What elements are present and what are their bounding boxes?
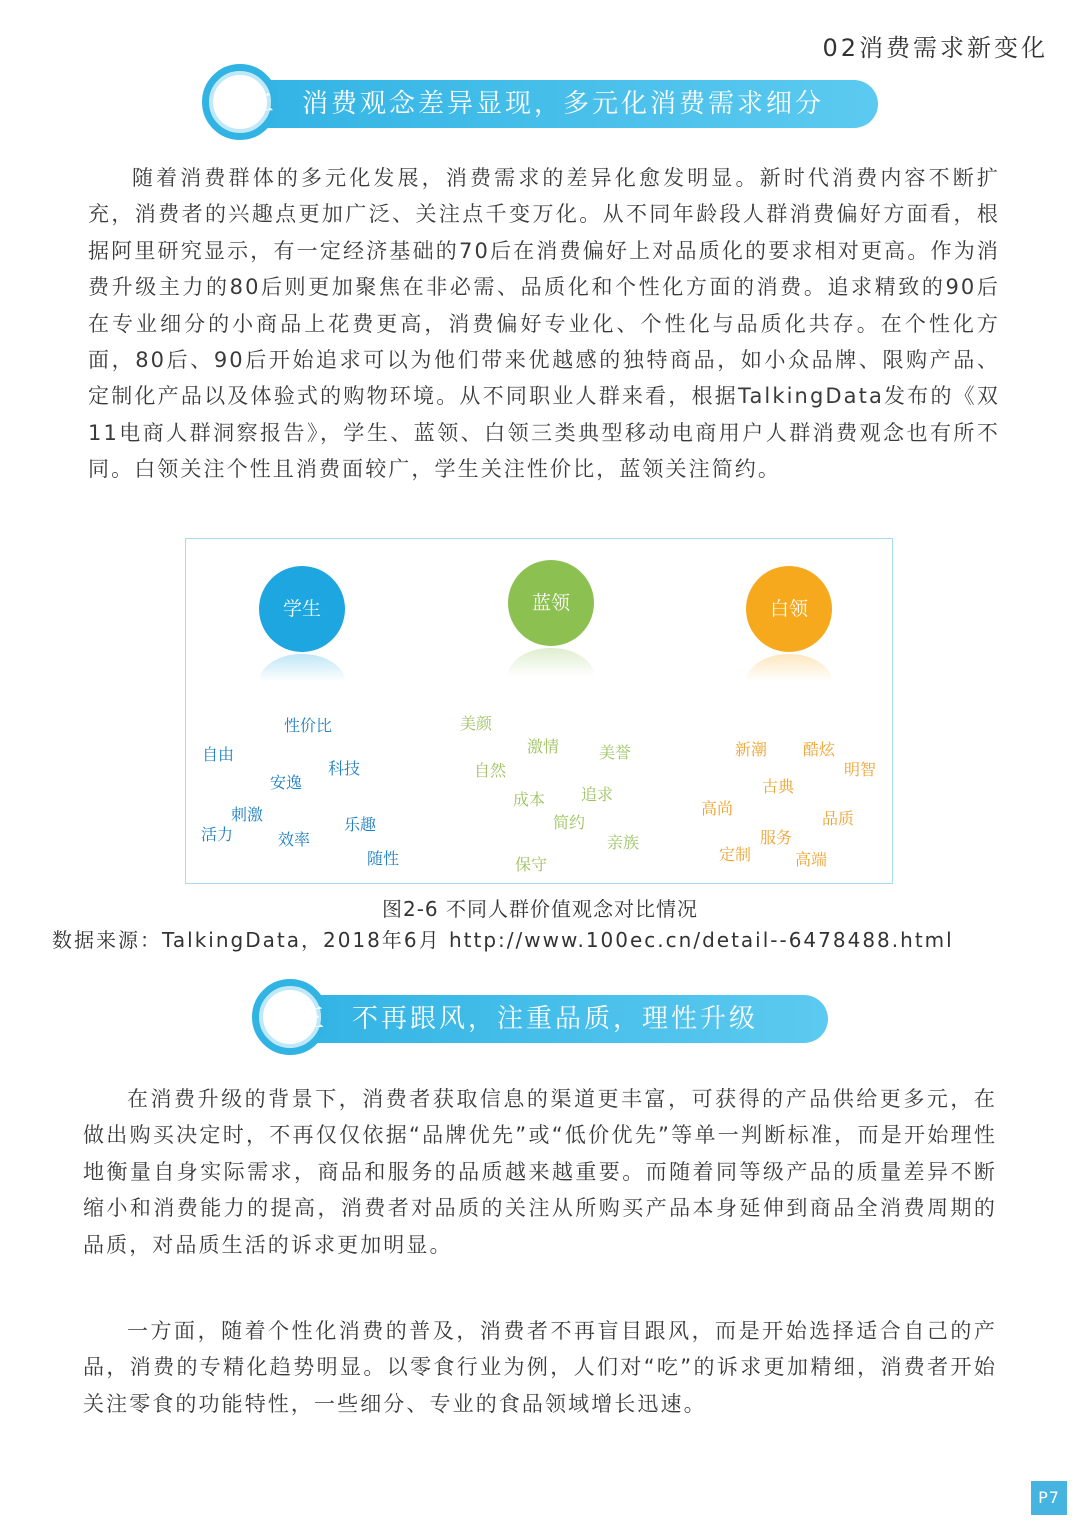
bluecollar-word: 自然	[474, 761, 507, 780]
section-banner-3	[252, 979, 828, 1055]
student-word: 安逸	[270, 773, 303, 792]
student-word: 乐趣	[344, 815, 377, 834]
bluecollar-reflection	[508, 648, 594, 676]
chapter-title: 02消费需求新变化	[822, 34, 1048, 62]
student-word: 刺激	[231, 805, 264, 824]
student-word: 效率	[278, 830, 311, 849]
bluecollar-word: 成本	[513, 790, 546, 809]
section-title: 消费观念差异显现，多元化消费需求细分	[302, 89, 825, 119]
whitecollar-word: 明智	[844, 760, 877, 779]
figure-source: 数据来源：TalkingData，2018年6月 http://www.100ec.cn/detail--6478488.html	[52, 928, 954, 952]
bluecollar-word: 美誉	[599, 743, 632, 762]
section3-paragraph-1: 在消费升级的背景下，消费者获取信息的渠道更丰富，可获得的产品供给更多元，在做出购买决定时，不再仅仅依据“品牌优先”或“低价优先”等单一判断标准，而是开始理性地衡量自身实际需求，商品和服务的品质越来越重要。而随着同等级产品的质量差异不断缩小和消费能力的提高，消费者对品质的关注从所购买产品本身延伸到商品全消费周期的品质，对品质生活的诉求更加明显。	[83, 1087, 997, 1257]
student-word: 性价比	[284, 716, 333, 735]
figure-caption: 图2-6 不同人群价值观念对比情况	[381, 897, 699, 921]
section-number: 三	[297, 1004, 324, 1034]
bluecollar-word: 追求	[581, 785, 614, 804]
student-word: 自由	[202, 745, 235, 764]
whitecollar-word: 新潮	[735, 740, 768, 759]
bluecollar-circle: 蓝领	[508, 560, 594, 646]
bluecollar-word: 激情	[527, 737, 560, 756]
value-comparison-figure	[185, 538, 893, 884]
student-word: 活力	[201, 825, 234, 844]
whitecollar-word: 高端	[795, 850, 828, 869]
page-number: P7	[1031, 1481, 1067, 1515]
student-word: 随性	[367, 849, 400, 868]
whitecollar-word: 酷炫	[803, 740, 836, 759]
section-title: 不再跟风，注重品质，理性升级	[352, 1004, 759, 1034]
student-circle: 学生	[259, 566, 345, 652]
section3-paragraph-2: 一方面，随着个性化消费的普及，消费者不再盲目跟风，而是开始选择适合自己的产品，消费的专精化趋势明显。以零食行业为例，人们对“吃”的诉求更加精细，消费者开始关注零食的功能特性，一些细分、专业的食品领域增长迅速。	[83, 1319, 997, 1416]
whitecollar-word: 品质	[822, 809, 855, 828]
whitecollar-word: 定制	[719, 845, 752, 864]
student-reflection	[259, 654, 345, 682]
section-banner-2	[202, 64, 878, 140]
whitecollar-word: 服务	[760, 828, 793, 847]
bluecollar-word: 保守	[515, 855, 548, 874]
whitecollar-reflection	[746, 654, 832, 682]
bluecollar-word: 简约	[553, 813, 586, 832]
bluecollar-word: 美颜	[460, 714, 493, 733]
whitecollar-circle: 白领	[746, 566, 832, 652]
whitecollar-word: 高尚	[701, 799, 734, 818]
student-word: 科技	[328, 759, 361, 778]
whitecollar-word: 古典	[762, 777, 795, 796]
section2-paragraph: 随着消费群体的多元化发展，消费需求的差异化愈发明显。新时代消费内容不断扩充，消费者的兴趣点更加广泛、关注点千变万化。从不同年龄段人群消费偏好方面看，根据阿里研究显示，有一定经济基础的70后在消费偏好上对品质化的要求相对更高。作为消费升级主力的80后则更加聚焦在非必需、品质化和个性化方面的消费。追求精致的90后在专业细分的小商品上花费更高，消费偏好专业化、个性化与品质化共存。在个性化方面，80后、90后开始追求可以为他们带来优越感的独特商品，如小众品牌、限购产品、定制化产品以及体验式的购物环境。从不同职业人群来看，根据TalkingData发布的《双11电商人群洞察报告》，学生、蓝领、白领三类典型移动电商用户人群消费观念也有所不同。白领关注个性且消费面较广，学生关注性价比，蓝领关注简约。	[88, 166, 1000, 482]
section-number: 二	[247, 89, 274, 119]
bluecollar-word: 亲族	[607, 833, 640, 852]
